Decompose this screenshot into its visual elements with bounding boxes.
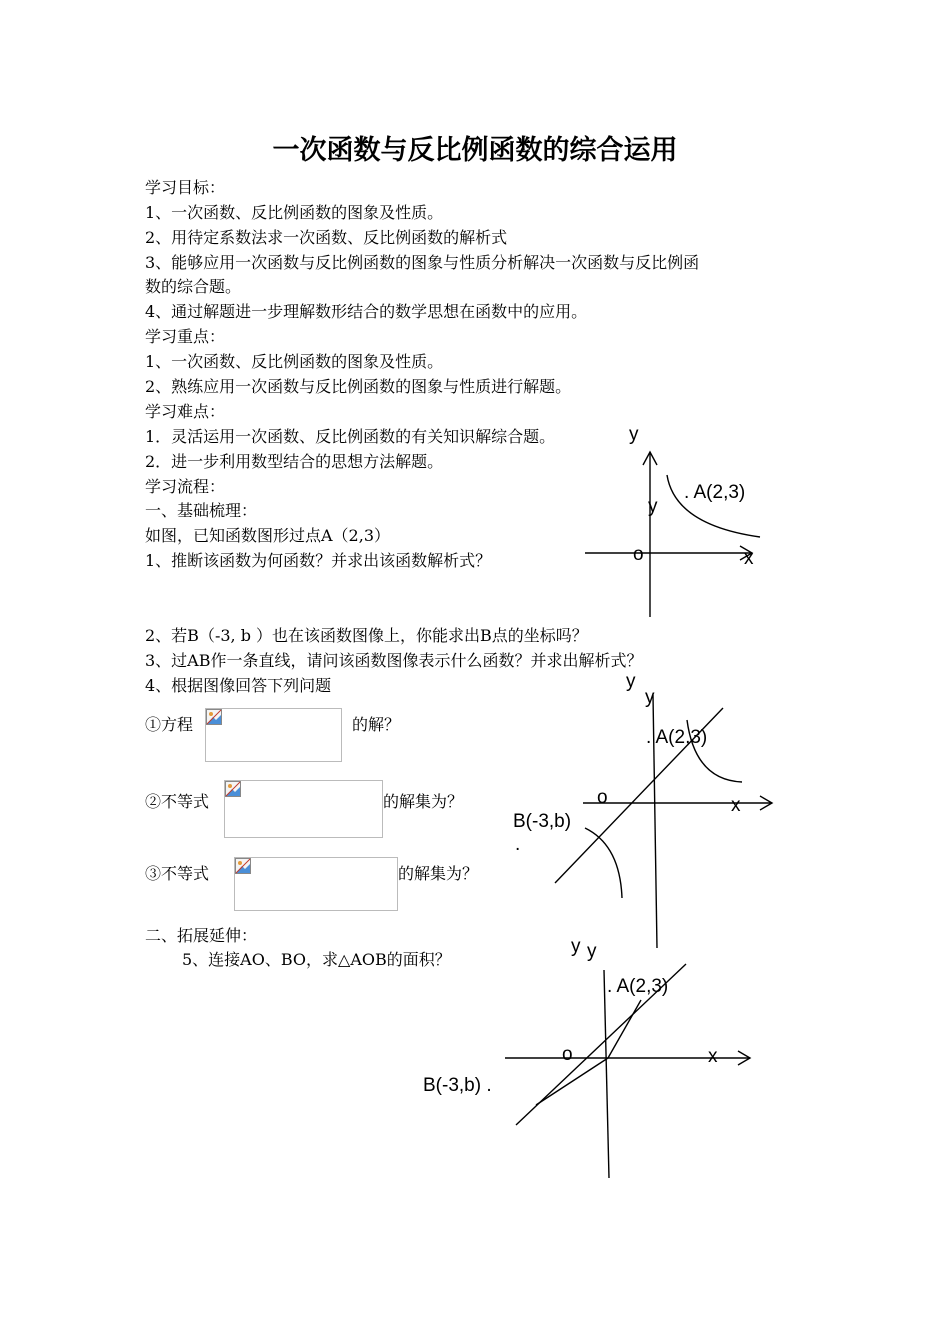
page-title: 一次函数与反比例函数的综合运用 (272, 135, 678, 166)
graph-3-x-label: x (708, 1046, 718, 1067)
sub-question-2-suffix: 的解集为？ (383, 792, 464, 811)
hyperbola-branch-left (585, 828, 622, 898)
sub-question-2-prefix: ②不等式 (145, 792, 210, 811)
objective-item: 3、能够应用一次函数与反比例函数的图象与性质分析解决一次函数与反比例函 (145, 253, 700, 272)
graph-2-point-b-dot: . (515, 834, 521, 855)
sub-question-1-prefix: ①方程 (145, 715, 194, 734)
difficulty-item: 1．灵活运用一次函数、反比例函数的有关知识解综合题。 (145, 427, 556, 446)
broken-image-icon (206, 709, 222, 725)
objective-item: 1、一次函数、反比例函数的图象及性质。 (145, 203, 444, 222)
objective-item: 2、用待定系数法求一次函数、反比例函数的解析式 (145, 228, 508, 247)
section2-heading: 二、拓展延伸： (145, 926, 258, 945)
question-5: 5、连接AO、BO，求△AOB的面积？ (182, 950, 451, 969)
sub-question-1-suffix: 的解？ (352, 715, 401, 734)
graph-1-x-label: x (744, 548, 754, 569)
broken-image-icon (235, 858, 251, 874)
question-4: 4、根据图像回答下列问题 (145, 676, 332, 695)
section1-heading: 一、基础梳理： (145, 501, 258, 520)
graph-3-point-b: B(-3,b) . (423, 1075, 492, 1096)
key-point-item: 1、一次函数、反比例函数的图象及性质。 (145, 352, 444, 371)
graph-2-y-label-inner: y (645, 687, 655, 708)
graph-3-y-label: y (571, 936, 581, 957)
broken-image-icon (225, 781, 241, 797)
difficulty-item: 2．进一步利用数型结合的思想方法解题。 (145, 452, 444, 471)
process-heading: 学习流程： (145, 477, 226, 496)
graph-3-point-a: . A(2,3) (607, 976, 669, 997)
graph-3-y-label-inner: y (587, 941, 597, 962)
graph-2-origin: o (597, 787, 608, 808)
difficulties-heading: 学习难点： (145, 402, 226, 421)
y-axis (604, 970, 609, 1178)
objective-item: 4、通过解题进一步理解数形结合的数学思想在函数中的应用。 (145, 302, 588, 321)
inequality-image-placeholder (224, 780, 383, 838)
graph-2-x-label: x (731, 795, 741, 816)
intro-text: 如图，已知函数图形过点A（2,3） (145, 526, 391, 545)
graph-2-point-a: . A(2,3) (646, 727, 708, 748)
objectives-heading: 学习目标： (145, 178, 226, 197)
key-point-item: 2、熟练应用一次函数与反比例函数的图象与性质进行解题。 (145, 377, 572, 396)
graph-2-y-label: y (626, 671, 636, 692)
graph-2-point-b: B(-3,b) (513, 811, 572, 832)
graph-1-point-a: . A(2,3) (684, 482, 746, 503)
equation-image-placeholder (205, 708, 342, 762)
sub-question-3-prefix: ③不等式 (145, 864, 210, 883)
sub-question-3-suffix: 的解集为？ (398, 864, 479, 883)
question-3: 3、过AB作一条直线，请问该函数图像表示什么函数？并求出解析式？ (145, 651, 643, 670)
objective-item: 数的综合题。 (145, 277, 242, 296)
graph-3-origin: o (562, 1044, 573, 1065)
graph-1-y-label-inner: y (648, 496, 658, 517)
graph-1-y-label: y (629, 424, 639, 445)
question-2: 2、若B（-3, b ）也在该函数图像上，你能求出B点的坐标吗？ (145, 626, 588, 645)
key-points-heading: 学习重点： (145, 327, 226, 346)
segment-ao (608, 1000, 641, 1058)
question-1: 1、推断该函数为何函数？并求出该函数解析式？ (145, 551, 492, 570)
graph-1-hyperbola (580, 445, 780, 625)
inequality-image-placeholder (234, 857, 398, 911)
graph-1-origin: o (633, 544, 644, 565)
